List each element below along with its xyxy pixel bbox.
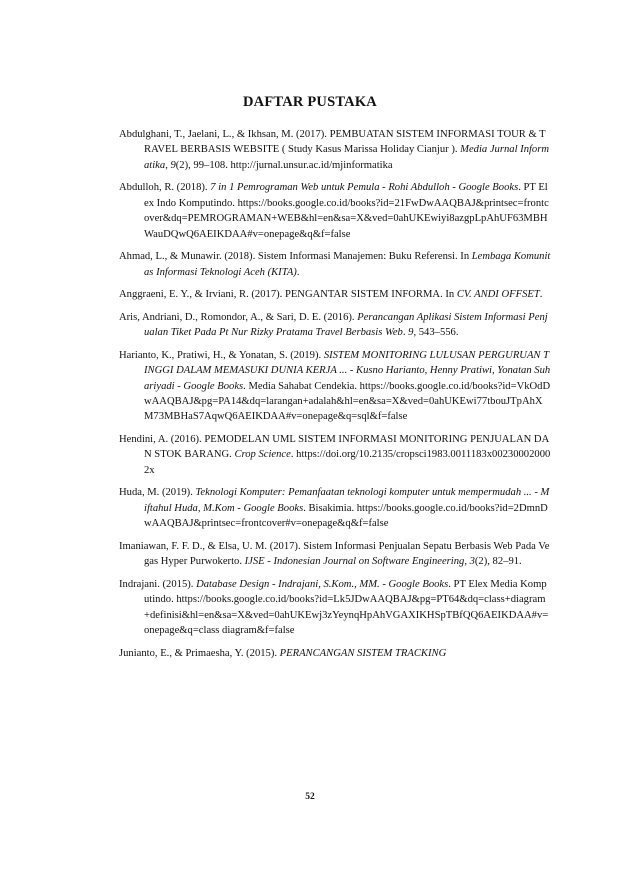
- ref-source: CV. ANDI OFFSET: [456, 289, 540, 301]
- ref-volume: 3: [469, 556, 475, 568]
- reference-item: [119, 180, 551, 242]
- reference-item: [119, 432, 551, 478]
- reference-item: [119, 127, 551, 173]
- ref-text: ,: [165, 159, 171, 171]
- ref-text: (2), 99–108. http://jurnal.unsur.ac.id/mjinformatika: [175, 159, 393, 171]
- ref-text: Indrajani. (2015).: [119, 578, 197, 590]
- reference-item: [119, 485, 551, 531]
- page-number: 52: [305, 792, 315, 802]
- ref-source: Perancangan Aplikasi Sistem Informasi Penjualan Tiket Pada Pt Nur Rizky Pratama Travel Berbasis Web: [144, 311, 548, 339]
- ref-source: PERANCANGAN SISTEM TRACKING: [279, 647, 447, 659]
- ref-text: Anggraeni, E. Y., & Irviani, R. (2017). PENGANTAR SISTEM INFORMA. In: [119, 289, 457, 301]
- reference-item: [119, 577, 551, 639]
- ref-text: . PT Elex Media Komputindo. https://books.google.co.id/books?id=Lk5JDwAAQBAJ&pg=PT64&dq=class+diagram+definisi&hl=en&sa=X&ved=0ahUKEwj3zYeynqHpAhVGAXIKHSpTBfQQ6AEIKDAA#v=onepage&q=class diagram&f=false: [144, 578, 549, 637]
- reference-item: [119, 287, 551, 302]
- reference-list: [119, 127, 551, 668]
- reference-item: [119, 310, 551, 341]
- reference-item: [119, 646, 551, 661]
- ref-text: .: [402, 327, 409, 339]
- ref-volume: 9: [170, 159, 176, 171]
- reference-item: [119, 348, 551, 425]
- ref-volume: 9: [408, 327, 414, 339]
- ref-text: Junianto, E., & Primaesha, Y. (2015).: [119, 647, 280, 659]
- ref-text: . PT Elex Indo Komputindo. https://books.google.co.id/books?id=21FwDwAAQBAJ&printsec=frontcover&dq=PEMROGRAMAN+WEB&hl=en&sa=X&ved=0ahUKEwiyi8azgpLpAhUF63MBHWauDQwQ6AEIKDAA#v=onepage&q&f=false: [144, 182, 549, 240]
- reference-item: [119, 539, 551, 570]
- ref-source: IJSE - Indonesian Journal on Software Engineering: [244, 556, 465, 568]
- ref-text: .: [539, 289, 543, 301]
- page-title: DAFTAR PUSTAKA: [243, 94, 377, 110]
- ref-text: (2), 82–91.: [474, 556, 522, 568]
- ref-text: Ahmad, L., & Munawir. (2018). Sistem Informasi Manajemen: Buku Referensi. In: [119, 251, 472, 263]
- ref-source: SISTEM MONITORING LULUSAN PERGURUAN TINGGI DALAM MEMASUKI DUNIA KERJA ... - Kusno Harianto, Henny Pratiwi, Yonatan Suhariyadi - Google Books: [144, 349, 551, 392]
- reference-item: [119, 249, 551, 280]
- ref-text: ,: [464, 556, 470, 568]
- ref-text: Harianto, K., Pratiwi, H., & Yonatan, S. (2019).: [119, 349, 324, 361]
- ref-text: Abdulloh, R. (2018).: [119, 182, 211, 194]
- ref-text: . https://doi.org/10.2135/cropsci1983.0011183x002300020002x: [144, 449, 551, 476]
- ref-text: Aris, Andriani, D., Romondor, A., & Sari, D. E. (2016).: [119, 311, 358, 323]
- ref-text: Imaniawan, F. F. D., & Elsa, U. M. (2017). Sistem Informasi Penjualan Sepatu Berbasis Web Pada Vegas Hyper Purwokerto.: [119, 540, 550, 568]
- ref-text: Huda, M. (2019).: [119, 487, 196, 499]
- ref-text: . Bisakimia. https://books.google.co.id/books?id=2DmnDwAAQBAJ&printsec=frontcover#v=onepage&q&f=false: [144, 502, 548, 530]
- ref-text: Hendini, A. (2016). PEMODELAN UML SISTEM INFORMASI MONITORING PENJUALAN DAN STOK BARANG.: [119, 434, 550, 461]
- ref-source: 7 in 1 Pemrograman Web untuk Pemula - Rohi Abdulloh - Google Books: [210, 182, 519, 194]
- ref-text: . Media Sahabat Cendekia. https://books.google.co.id/books?id=VkOdDwAAQBAJ&pg=PA14&dq=larangan+adalah&hl=en&sa=X&ved=0ahUKEwi77tbouJTpAhXM73MBHaS7AqwQ6AEIKDAA#v=onepage&q=sql&f=false: [144, 380, 551, 423]
- ref-source: Database Design - Indrajani, S.Kom., MM. - Google Books: [196, 578, 449, 590]
- ref-text: Abdulghani, T., Jaelani, L., & Ikhsan, M. (2017). PEMBUATAN SISTEM INFORMASI TOUR & TRAVEL BERBASIS WEBSITE ( Study Kasus Marissa Holiday Cianjur ).: [119, 129, 546, 156]
- ref-source: Lembaga Komunitas Informasi Teknologi Aceh (KITA): [144, 251, 551, 278]
- ref-source: Crop Science: [234, 449, 291, 461]
- ref-source: Media Jurnal Informatika: [144, 144, 549, 171]
- ref-source: Teknologi Komputer: Pemanfaatan teknologi komputer untuk mempermudah ... - Miftahul Huda, M.Kom - Google Books: [144, 487, 550, 514]
- ref-text: .: [296, 266, 300, 278]
- ref-text: , 543–556.: [413, 327, 459, 339]
